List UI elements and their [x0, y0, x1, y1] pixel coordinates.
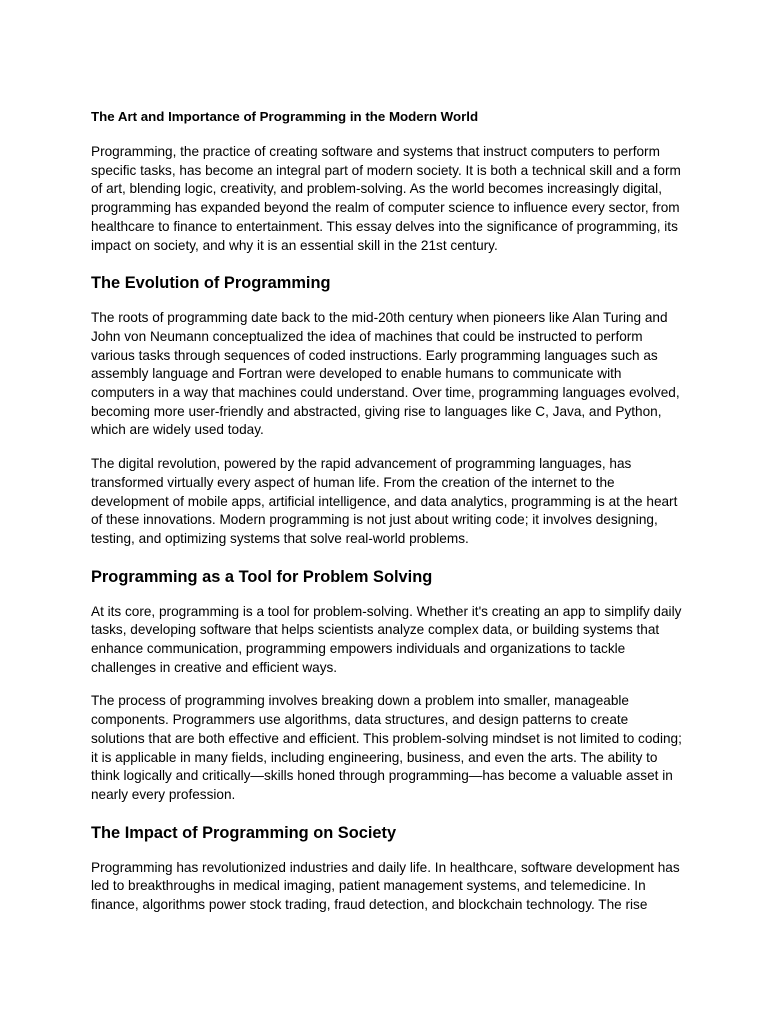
section-heading-problem-solving: Programming as a Tool for Problem Solving [91, 567, 433, 586]
section-heading-impact: The Impact of Programming on Society [91, 823, 397, 842]
section-heading-evolution: The Evolution of Programming [91, 274, 331, 293]
problem-solving-paragraph-1: At its core, programming is a tool for problem-solving. Whether it's creating an app to simplify daily tasks, developing software that helps scientists analyze complex data, or building systems that enhance communication, programming empowers individuals and organizations to tackle challenges in creative and efficient ways. [91, 603, 682, 675]
problem-solving-paragraph-2: The process of programming involves breaking down a problem into smaller, manageable components. Programmers use algorithms, data structures, and design patterns to create solutions that are both effective and efficient. This problem-solving mindset is not limited to coding; it is applicable in many fields, including engineering, business, and even the arts. The ability to think logically and critically—skills honed through programming—has become a valuable asset in nearly every profession. [91, 693, 682, 802]
intro-paragraph: Programming, the practice of creating software and systems that instruct computers to perform specific tasks, has become an integral part of modern society. It is both a technical skill and a form of art, blending logic, creativity, and problem-solving. As the world becomes increasingly digital, programming has expanded beyond the realm of computer science to influence every sector, from healthcare to finance to entertainment. This essay delves into the significance of programming, its impact on society, and why it is an essential skill in the 21st century. [91, 144, 681, 253]
document-title: The Art and Importance of Programming in the Modern World [91, 109, 479, 124]
impact-paragraph-1: Programming has revolutionized industries and daily life. In healthcare, software development has led to breakthroughs in medical imaging, patient management systems, and telemedicine. In finance, algorithms power stock trading, fraud detection, and blockchain technology. The rise [91, 859, 680, 913]
evolution-paragraph-2: The digital revolution, powered by the rapid advancement of programming languages, has transformed virtually every aspect of human life. From the creation of the internet to the development of mobile apps, artificial intelligence, and data analytics, programming is at the heart of these innovations. Modern programming is not just about writing code; it involves designing, testing, and optimizing systems that solve real-world problems. [91, 456, 678, 546]
document-page [91, 108, 683, 930]
evolution-paragraph-1: The roots of programming date back to the mid-20th century when pioneers like Alan Turing and John von Neumann conceptualized the idea of machines that could be instructed to perform various tasks through sequences of coded instructions. Early programming languages such as assembly language and Fortran were developed to enable humans to communicate with computers in a way that machines could understand. Over time, programming languages evolved, becoming more user-friendly and abstracted, giving rise to languages like C, Java, and Python, which are widely used today. [91, 310, 680, 438]
